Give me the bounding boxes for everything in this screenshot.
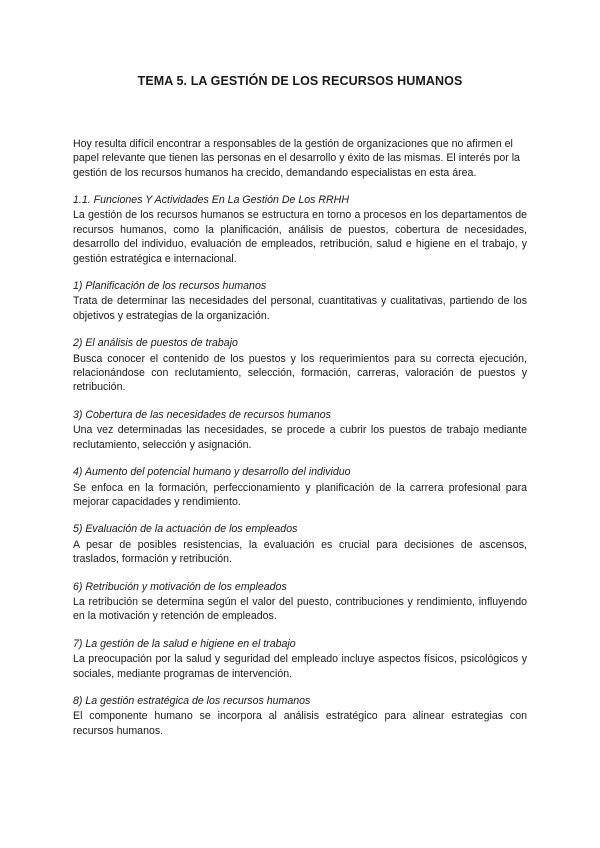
section-body: La gestión de los recursos humanos se estructura en torno a procesos en los departamentos de recursos humanos, como la planificación, análisis de puestos, cobertura de necesidades, desarrollo del individuo, evaluación de empleados, retribución, salud e higiene en el trabajo, y gestión estratégica e internacional.: [73, 209, 527, 265]
section-body: Trata de determinar las necesidades del personal, cuantitativas y cualitativas, partiendo de los objetivos y estrategias de la organización.: [73, 295, 527, 322]
section-strategic: [73, 694, 527, 738]
section-body: La preocupación por la salud y seguridad del empleado incluye aspectos físicos, psicológicos y sociales, mediante programas de intervención.: [73, 653, 527, 680]
section-heading: 8) La gestión estratégica de los recursos humanos: [73, 694, 311, 707]
sections-list: [73, 193, 527, 738]
section-body: Busca conocer el contenido de los puestos y los requerimientos para su correcta ejecución, relacionándose con reclutamiento, selección, formación, carreras, valoración de puestos y retribución.: [73, 352, 527, 394]
section-body: Se enfoca en la formación, perfeccionamiento y planificación de la carrera profesional para mejorar capacidades y rendimiento.: [73, 481, 527, 508]
section-development: [73, 465, 527, 509]
section-heading: 7) La gestión de la salud e higiene en el trabajo: [73, 637, 296, 650]
section-heading: 2) El análisis de puestos de trabajo: [73, 337, 238, 350]
section-heading: 3) Cobertura de las necesidades de recursos humanos: [73, 408, 331, 421]
section-evaluation: [73, 522, 527, 566]
section-health: [73, 637, 527, 681]
section-coverage: [73, 408, 527, 452]
section-heading: 4) Aumento del potencial humano y desarrollo del individuo: [73, 466, 351, 479]
section-job-analysis: [73, 336, 527, 395]
page-title: TEMA 5. LA GESTIÓN DE LOS RECURSOS HUMANOS: [137, 74, 463, 88]
section-functions: [73, 193, 527, 266]
section-body: Una vez determinadas las necesidades, se procede a cubrir los puestos de trabajo mediante reclutamiento, selección y asignación.: [73, 424, 527, 451]
section-heading: 5) Evaluación de la actuación de los empleados: [73, 523, 298, 536]
section-compensation: [73, 580, 527, 624]
intro-paragraph: Hoy resulta difícil encontrar a responsables de la gestión de organizaciones que no afirmen el papel relevante que tienen las personas en el desarrollo y éxito de las mismas. El interés por la gestión de los recursos humanos ha crecido, demandando especialistas en esta área.: [73, 138, 520, 179]
section-heading: 1) Planificación de los recursos humanos: [73, 280, 267, 293]
section-body: A pesar de posibles resistencias, la evaluación es crucial para decisiones de ascensos, traslados, formación y retribución.: [73, 538, 527, 566]
section-body: El componente humano se incorpora al análisis estratégico para alinear estrategias con recursos humanos.: [73, 710, 527, 737]
section-planning: [73, 279, 527, 323]
section-heading: 6) Retribución y motivación de los empleados: [73, 580, 287, 593]
section-body: La retribución se determina según el valor del puesto, contribuciones y rendimiento, influyendo en la motivación y retención de empleados.: [73, 595, 527, 623]
section-heading: 1.1. Funciones Y Actividades En La Gestión De Los RRHH: [73, 194, 349, 206]
